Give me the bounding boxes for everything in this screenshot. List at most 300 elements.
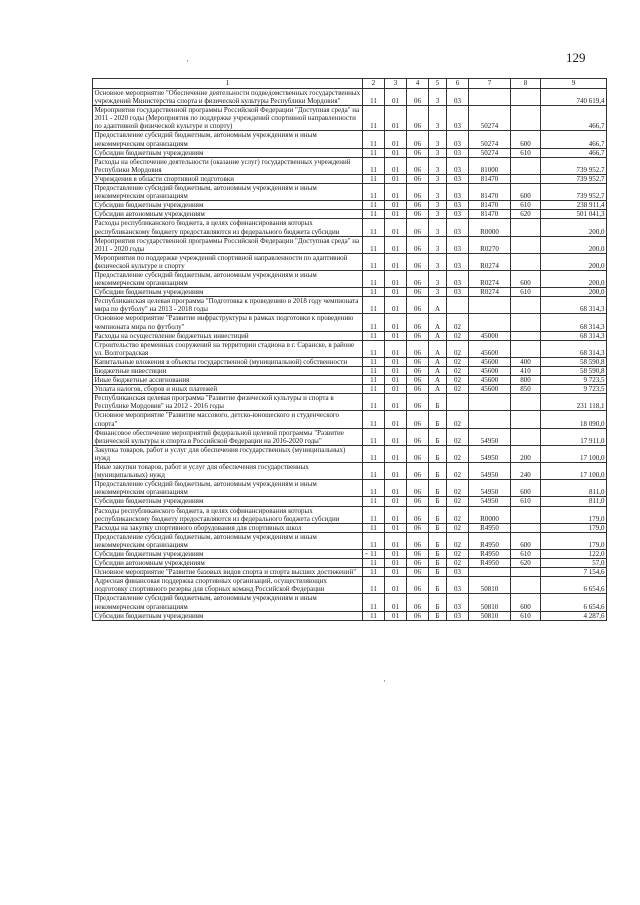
code-7 xyxy=(511,340,541,357)
code-2: 01 xyxy=(385,568,407,577)
code-3: 06 xyxy=(407,331,429,340)
code-7: 400 xyxy=(511,357,541,366)
code-2: 01 xyxy=(385,394,407,411)
code-7 xyxy=(511,314,541,331)
code-5: 02 xyxy=(447,523,469,532)
code-5: 02 xyxy=(447,549,469,558)
code-2: 01 xyxy=(385,148,407,157)
code-1: 11 xyxy=(363,157,385,174)
code-5: 03 xyxy=(447,594,469,611)
code-7 xyxy=(511,568,541,577)
amount: 9 723,5 xyxy=(541,376,607,385)
item-name: Расходы на осуществление бюджетных инвестиций xyxy=(93,331,363,340)
table-row xyxy=(93,288,607,297)
code-5: 02 xyxy=(447,376,469,385)
item-name: Субсидии бюджетным учреждениям xyxy=(93,288,363,297)
amount: 17 911,0 xyxy=(541,428,607,445)
code-1: 11 xyxy=(363,236,385,253)
code-5: 03 xyxy=(447,568,469,577)
amount: 466,7 xyxy=(541,106,607,131)
amount: 68 314,3 xyxy=(541,297,607,314)
column-header: 3 xyxy=(385,79,407,89)
code-1: 11 xyxy=(363,89,385,106)
column-header: 6 xyxy=(447,79,469,89)
item-name: Бюджетные инвестиции xyxy=(93,367,363,376)
code-6: R0000 xyxy=(469,506,511,523)
code-1: 11 xyxy=(363,549,385,558)
code-7: 610 xyxy=(511,201,541,210)
code-3: 06 xyxy=(407,219,429,236)
column-header: 8 xyxy=(511,79,541,89)
code-2: 01 xyxy=(385,497,407,506)
code-2: 01 xyxy=(385,549,407,558)
table-row xyxy=(93,411,607,428)
table-row xyxy=(93,506,607,523)
item-name: Предоставление субсидий бюджетным, автономным учреждениям и иным некоммерческим организациям xyxy=(93,184,363,201)
item-name: Основное мероприятие "Развитие базовых видов спорта и спорта высших достижений" xyxy=(93,568,363,577)
code-3: 06 xyxy=(407,201,429,210)
code-6: 81470 xyxy=(469,184,511,201)
code-2: 01 xyxy=(385,376,407,385)
code-5: 03 xyxy=(447,157,469,174)
table-row xyxy=(93,157,607,174)
table-row xyxy=(93,394,607,411)
amount: 466,7 xyxy=(541,131,607,148)
code-2: 01 xyxy=(385,411,407,428)
code-2: 01 xyxy=(385,594,407,611)
code-5: 02 xyxy=(447,532,469,549)
item-name: Учреждения в области спортивной подготовки xyxy=(93,174,363,183)
code-5: 03 xyxy=(447,201,469,210)
column-header: 7 xyxy=(469,79,511,89)
code-7 xyxy=(511,174,541,183)
code-7: 610 xyxy=(511,288,541,297)
code-3: 06 xyxy=(407,253,429,270)
code-7: 410 xyxy=(511,367,541,376)
code-3: 06 xyxy=(407,288,429,297)
code-6: 45000 xyxy=(469,331,511,340)
table-row xyxy=(93,331,607,340)
item-name: Расходы республиканского бюджета, в целях софинансирования которых республиканскому бюджету предоставляются из федерального бюджета субсидии xyxy=(93,219,363,236)
code-5: 02 xyxy=(447,445,469,462)
code-3: 06 xyxy=(407,314,429,331)
code-6 xyxy=(469,297,511,314)
table-row xyxy=(93,219,607,236)
amount: 6 654,6 xyxy=(541,594,607,611)
code-2: 01 xyxy=(385,219,407,236)
column-header: 4 xyxy=(407,79,429,89)
table-row xyxy=(93,184,607,201)
item-name: Субсидии бюджетным учреждениям xyxy=(93,497,363,506)
item-name: Мероприятия по поддержке учреждений спортивной направленности по адаптивной физической культуре и спорту xyxy=(93,253,363,270)
code-7 xyxy=(511,236,541,253)
item-name: Субсидии бюджетным учреждениям xyxy=(93,549,363,558)
code-6: 45600 xyxy=(469,385,511,394)
code-6: 81000 xyxy=(469,157,511,174)
code-7: 800 xyxy=(511,376,541,385)
code-7: 600 xyxy=(511,594,541,611)
code-4: Б xyxy=(429,428,447,445)
amount: 68 314,3 xyxy=(541,331,607,340)
code-2: 01 xyxy=(385,270,407,287)
amount: 122,0 xyxy=(541,549,607,558)
code-6: 50274 xyxy=(469,148,511,157)
code-4: Б xyxy=(429,411,447,428)
code-4: А xyxy=(429,314,447,331)
item-name: Финансовое обеспечение мероприятий федеральной целевой программы "Развитие физической культуры и спорта в Российской Федерации на 2016-2020 годы" xyxy=(93,428,363,445)
code-4: Б xyxy=(429,594,447,611)
code-5: 02 xyxy=(447,340,469,357)
code-2: 01 xyxy=(385,314,407,331)
amount: 231 118,1 xyxy=(541,394,607,411)
amount: 4 287,6 xyxy=(541,611,607,620)
table-row xyxy=(93,106,607,131)
item-name: Субсидии автономным учреждениям xyxy=(93,210,363,219)
amount: 17 100,0 xyxy=(541,445,607,462)
code-3: 06 xyxy=(407,270,429,287)
code-3: 06 xyxy=(407,532,429,549)
code-7: 610 xyxy=(511,497,541,506)
code-2: 01 xyxy=(385,131,407,148)
code-7: 240 xyxy=(511,463,541,480)
code-6: 54950 xyxy=(469,480,511,497)
item-name: Уплата налогов, сборов и иных платежей xyxy=(93,385,363,394)
code-5: 02 xyxy=(447,385,469,394)
table-row xyxy=(93,594,607,611)
header-row xyxy=(93,79,607,89)
table-row xyxy=(93,253,607,270)
code-1: 11 xyxy=(363,532,385,549)
code-2: 01 xyxy=(385,201,407,210)
code-4: Б xyxy=(429,480,447,497)
code-5: 03 xyxy=(447,89,469,106)
code-1: 11 xyxy=(363,253,385,270)
item-name: Основное мероприятие "Развитие массового, детско-юношеского и студенческого спорта" xyxy=(93,411,363,428)
code-3: 06 xyxy=(407,210,429,219)
code-3: 06 xyxy=(407,89,429,106)
code-6 xyxy=(469,394,511,411)
code-5: 02 xyxy=(447,357,469,366)
code-2: 01 xyxy=(385,463,407,480)
table-row xyxy=(93,428,607,445)
code-4: Б xyxy=(429,463,447,480)
code-4: 3 xyxy=(429,253,447,270)
code-6 xyxy=(469,89,511,106)
code-2: 01 xyxy=(385,106,407,131)
code-5: 03 xyxy=(447,288,469,297)
code-6: 81470 xyxy=(469,210,511,219)
code-6: R4950 xyxy=(469,559,511,568)
item-name: Субсидии бюджетным учреждениям xyxy=(93,148,363,157)
item-name: Предоставление субсидий бюджетным, автономным учреждениям и иным некоммерческим организациям xyxy=(93,131,363,148)
code-7: 600 xyxy=(511,532,541,549)
code-1: 11 xyxy=(363,340,385,357)
code-3: 06 xyxy=(407,174,429,183)
column-header: 1 xyxy=(93,79,363,89)
code-6: R0274 xyxy=(469,288,511,297)
code-4: Б xyxy=(429,559,447,568)
amount: 7 154,6 xyxy=(541,568,607,577)
code-4: 3 xyxy=(429,219,447,236)
code-6: 45600 xyxy=(469,340,511,357)
amount: 811,0 xyxy=(541,497,607,506)
amount: 68 314,3 xyxy=(541,340,607,357)
code-3: 06 xyxy=(407,577,429,594)
code-6: 54950 xyxy=(469,463,511,480)
code-7: 600 xyxy=(511,131,541,148)
page-number: 129 xyxy=(566,50,586,65)
code-1: 11 xyxy=(363,210,385,219)
code-5: 03 xyxy=(447,253,469,270)
code-4: 3 xyxy=(429,131,447,148)
item-name: Субсидии бюджетным учреждениям xyxy=(93,201,363,210)
code-6: R0274 xyxy=(469,253,511,270)
code-7 xyxy=(511,577,541,594)
code-5: 02 xyxy=(447,463,469,480)
code-6: R4950 xyxy=(469,549,511,558)
code-7: 850 xyxy=(511,385,541,394)
item-name: Республиканская целевая программа "Подготовка к проведению в 2018 году чемпионата мира по футболу" на 2013 - 2018 годы xyxy=(93,297,363,314)
code-2: 01 xyxy=(385,357,407,366)
code-7 xyxy=(511,411,541,428)
amount: 466,7 xyxy=(541,148,607,157)
code-3: 06 xyxy=(407,131,429,148)
table-row xyxy=(93,385,607,394)
code-1: 11 xyxy=(363,148,385,157)
item-name: Капитальные вложения в объекты государственной (муниципальной) собственности xyxy=(93,357,363,366)
amount: 58 590,8 xyxy=(541,357,607,366)
item-name: Иные закупки товаров, работ и услуг для обеспечения государственных (муниципальных) нужд xyxy=(93,463,363,480)
code-1: 11 xyxy=(363,184,385,201)
code-3: 06 xyxy=(407,357,429,366)
amount: 18 090,0 xyxy=(541,411,607,428)
code-3: 06 xyxy=(407,106,429,131)
code-2: 01 xyxy=(385,236,407,253)
code-7: 200 xyxy=(511,445,541,462)
code-3: 06 xyxy=(407,411,429,428)
code-6: 45600 xyxy=(469,376,511,385)
table-row xyxy=(93,480,607,497)
amount: 179,0 xyxy=(541,532,607,549)
code-6: R0000 xyxy=(469,219,511,236)
code-7: 620 xyxy=(511,210,541,219)
code-3: 06 xyxy=(407,340,429,357)
code-7 xyxy=(511,219,541,236)
code-3: 06 xyxy=(407,376,429,385)
code-5: 02 xyxy=(447,411,469,428)
code-1: 11 xyxy=(363,445,385,462)
code-1: 11 xyxy=(363,523,385,532)
amount: 200,0 xyxy=(541,270,607,287)
code-1: 11 xyxy=(363,385,385,394)
code-2: 01 xyxy=(385,210,407,219)
code-1: 11 xyxy=(363,219,385,236)
table-row xyxy=(93,340,607,357)
code-5: 03 xyxy=(447,270,469,287)
code-1: 11 xyxy=(363,131,385,148)
code-7 xyxy=(511,157,541,174)
code-5: 03 xyxy=(447,236,469,253)
code-2: 01 xyxy=(385,331,407,340)
item-name: Основное мероприятие "Обеспечение деятельности подведомственных государственных учреждений Министерства спорта и физической культуры Республики Мордовия" xyxy=(93,89,363,106)
code-4: А xyxy=(429,376,447,385)
table-row xyxy=(93,210,607,219)
code-4: 3 xyxy=(429,236,447,253)
code-6: 50810 xyxy=(469,577,511,594)
table-row xyxy=(93,201,607,210)
code-2: 01 xyxy=(385,89,407,106)
table-row xyxy=(93,497,607,506)
code-2: 01 xyxy=(385,385,407,394)
code-5: 02 xyxy=(447,497,469,506)
code-3: 06 xyxy=(407,463,429,480)
code-4: Б xyxy=(429,394,447,411)
code-6: 81470 xyxy=(469,174,511,183)
code-7: 610 xyxy=(511,148,541,157)
item-name: Мероприятия государственной программы Российской Федерации "Доступная среда" на 2011 - 2020 годы (Мероприятия по поддержке учреждений спортивной направленности по адаптивной физической культуре и спорту) xyxy=(93,106,363,131)
table-row xyxy=(93,148,607,157)
code-6: 45600 xyxy=(469,357,511,366)
code-4: 3 xyxy=(429,270,447,287)
code-7 xyxy=(511,428,541,445)
column-header: 2 xyxy=(363,79,385,89)
code-2: 01 xyxy=(385,253,407,270)
code-6: R4950 xyxy=(469,523,511,532)
code-1: 11 xyxy=(363,411,385,428)
code-2: 01 xyxy=(385,157,407,174)
code-3: 06 xyxy=(407,385,429,394)
code-3: 06 xyxy=(407,297,429,314)
code-4: 3 xyxy=(429,201,447,210)
code-5: 03 xyxy=(447,174,469,183)
code-7 xyxy=(511,394,541,411)
code-5: 02 xyxy=(447,331,469,340)
code-5: 03 xyxy=(447,106,469,131)
code-6: 81470 xyxy=(469,201,511,210)
code-7: 620 xyxy=(511,559,541,568)
code-2: 01 xyxy=(385,523,407,532)
code-6: R4950 xyxy=(469,532,511,549)
code-2: 01 xyxy=(385,184,407,201)
code-6 xyxy=(469,314,511,331)
item-name: Предоставление субсидий бюджетным, автономным учреждениям и иным некоммерческим организациям xyxy=(93,480,363,497)
code-5: 02 xyxy=(447,559,469,568)
code-6: 50274 xyxy=(469,131,511,148)
code-4: 3 xyxy=(429,184,447,201)
code-1: 11 xyxy=(363,480,385,497)
code-4: 3 xyxy=(429,148,447,157)
amount: 739 952,7 xyxy=(541,157,607,174)
amount: 6 654,6 xyxy=(541,577,607,594)
amount: 68 314,3 xyxy=(541,314,607,331)
amount: 58 590,8 xyxy=(541,367,607,376)
code-5: 03 xyxy=(447,148,469,157)
table-row xyxy=(93,174,607,183)
code-5: 03 xyxy=(447,184,469,201)
code-1: 11 xyxy=(363,428,385,445)
code-4: 3 xyxy=(429,89,447,106)
code-4: А xyxy=(429,297,447,314)
code-4: А xyxy=(429,331,447,340)
code-6: R0270 xyxy=(469,236,511,253)
code-4: 3 xyxy=(429,106,447,131)
code-4: Б xyxy=(429,523,447,532)
amount: 200,0 xyxy=(541,253,607,270)
table-row xyxy=(93,89,607,106)
code-3: 06 xyxy=(407,148,429,157)
code-1: 11 xyxy=(363,577,385,594)
code-1: 11 xyxy=(363,611,385,620)
code-4: А xyxy=(429,357,447,366)
code-2: 01 xyxy=(385,428,407,445)
code-4: Б xyxy=(429,497,447,506)
table-row xyxy=(93,611,607,620)
code-7: 600 xyxy=(511,270,541,287)
table-row xyxy=(93,314,607,331)
code-4: Б xyxy=(429,577,447,594)
code-6 xyxy=(469,568,511,577)
code-3: 06 xyxy=(407,480,429,497)
scan-mark: · xyxy=(383,676,386,686)
item-name: Предоставление субсидий бюджетным, автономным учреждениям и иным некоммерческим организациям xyxy=(93,270,363,287)
item-name: Расходы республиканского бюджета, в целях софинансирования которых республиканскому бюджету предоставляются из федерального бюджета субсидии xyxy=(93,506,363,523)
code-2: 01 xyxy=(385,340,407,357)
code-4: 3 xyxy=(429,174,447,183)
item-name: Адресная финансовая поддержка спортивных организаций, осуществляющих подготовку спортивного резерва для сборных команд Российской Федерации xyxy=(93,577,363,594)
code-5: 02 xyxy=(447,367,469,376)
code-3: 06 xyxy=(407,506,429,523)
code-4: 3 xyxy=(429,210,447,219)
table-row xyxy=(93,367,607,376)
code-3: 06 xyxy=(407,236,429,253)
amount: 238 911,4 xyxy=(541,201,607,210)
code-2: 01 xyxy=(385,174,407,183)
code-5 xyxy=(447,394,469,411)
code-2: 01 xyxy=(385,506,407,523)
table-row xyxy=(93,357,607,366)
code-3: 06 xyxy=(407,445,429,462)
code-2: 01 xyxy=(385,367,407,376)
code-4: Б xyxy=(429,549,447,558)
code-1: 11 xyxy=(363,394,385,411)
code-6: 54950 xyxy=(469,428,511,445)
code-5: 02 xyxy=(447,428,469,445)
code-2: 01 xyxy=(385,445,407,462)
code-1: 11 xyxy=(363,497,385,506)
code-3: 06 xyxy=(407,611,429,620)
code-4: Б xyxy=(429,532,447,549)
item-name: Основное мероприятие "Развитие инфраструктуры в рамках подготовки к проведению чемпионата мира по футболу" xyxy=(93,314,363,331)
amount: 200,0 xyxy=(541,236,607,253)
table-row xyxy=(93,523,607,532)
code-5: 02 xyxy=(447,314,469,331)
code-2: 01 xyxy=(385,288,407,297)
code-7: 610 xyxy=(511,611,541,620)
code-1: 11 xyxy=(363,297,385,314)
budget-table xyxy=(92,78,607,621)
item-name: Субсидии автономным учреждениям xyxy=(93,559,363,568)
code-1: 11 xyxy=(363,376,385,385)
amount: 200,0 xyxy=(541,219,607,236)
code-6: 50810 xyxy=(469,594,511,611)
code-1: 11 xyxy=(363,559,385,568)
code-2: 01 xyxy=(385,611,407,620)
item-name: Субсидии бюджетным учреждениям xyxy=(93,611,363,620)
code-2: 01 xyxy=(385,532,407,549)
table-row xyxy=(93,236,607,253)
code-4: Б xyxy=(429,445,447,462)
code-6: 50810 xyxy=(469,611,511,620)
